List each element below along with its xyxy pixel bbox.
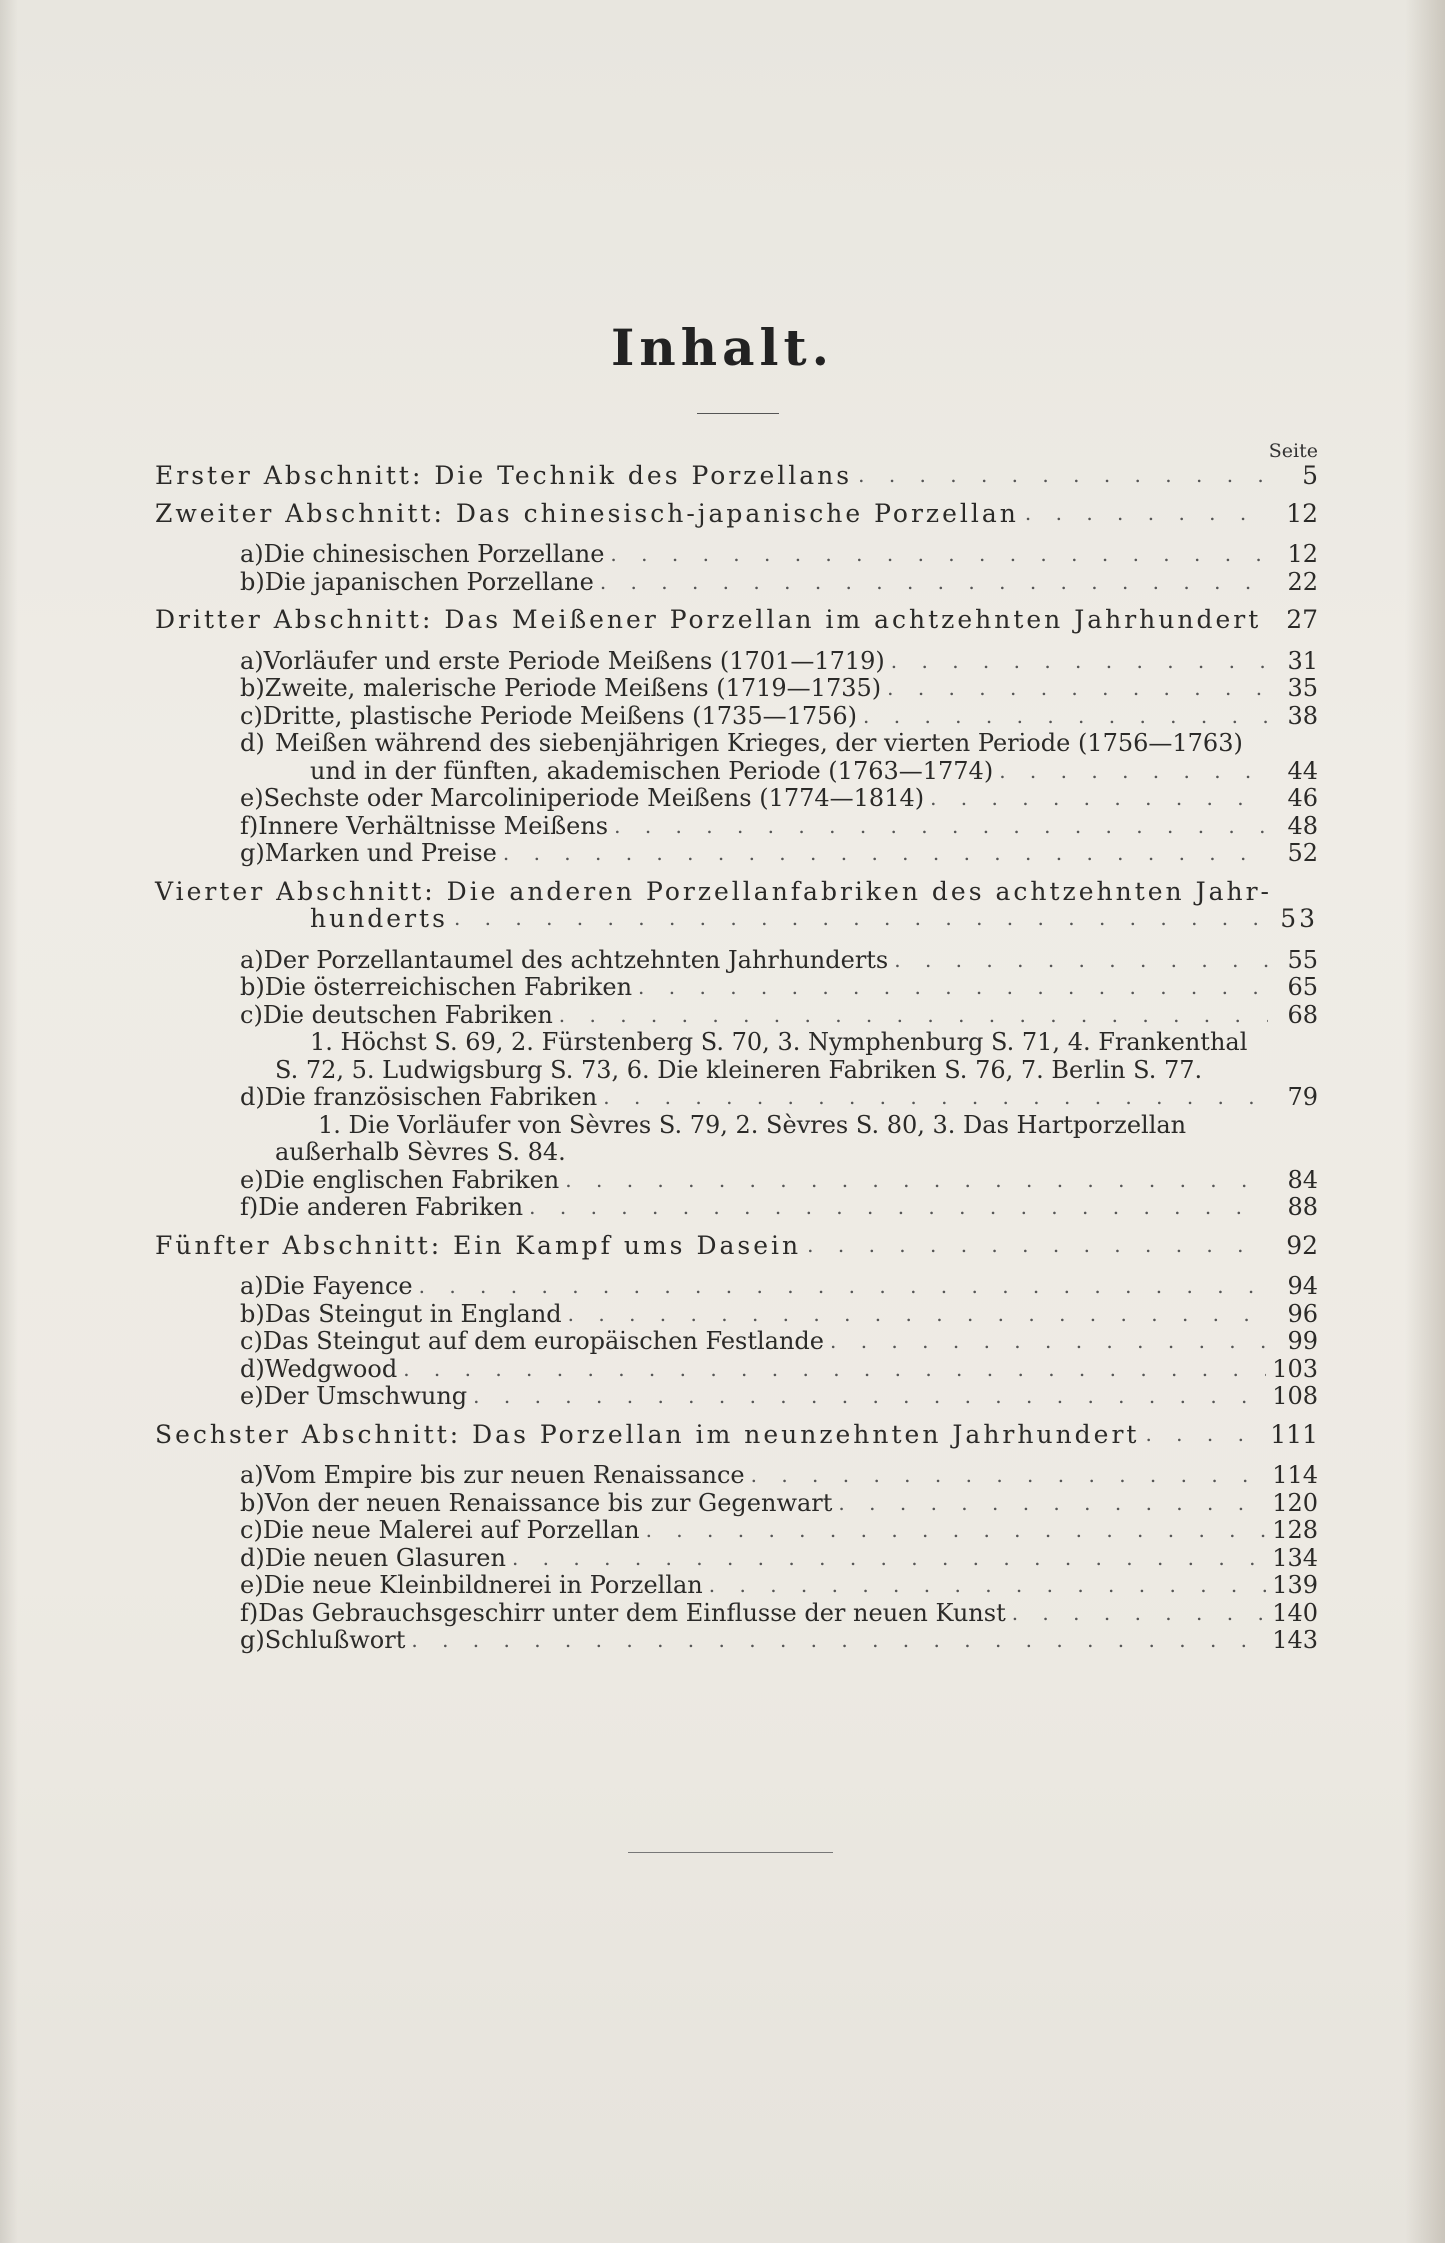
subsection-label: Der Umschwung [263,1382,468,1410]
dot-leader [894,947,1268,975]
subsection-label: Zweite, malerische Periode Meißens (1719—1735) [264,674,882,702]
subsection-label: Die österreichischen Fabriken [264,973,633,1001]
subsection-detail-line: S. 72, 5. Ludwigsburg S. 73, 6. Die kleineren Fabriken S. 76, 7. Berlin S. 77. [275,1055,1203,1084]
subsection-label: Dritte, plastische Periode Meißens (1735—1756) [262,701,858,730]
subsection-entry[interactable] [155,840,1318,868]
subsection-page-number: 94 [1287,1272,1318,1300]
dot-leader [454,905,1268,933]
subsection-page-number: 140 [1272,1598,1318,1627]
subsection-page-number: 31 [1287,646,1318,675]
subsection-letter: e) [240,1165,264,1194]
subsection-list [155,1273,1318,1411]
subsection-entry[interactable] [155,974,1318,1002]
subsection-label: Die anderen Fabriken [258,1193,524,1221]
subsection-label: Die japanischen Porzellane [264,567,594,596]
subsection-letter: f) [240,1598,259,1627]
dot-leader [930,785,1268,813]
subsection-page-number: 128 [1272,1516,1318,1544]
subsection-entry[interactable] [155,1545,1318,1573]
subsection-entry[interactable] [155,1328,1318,1356]
subsection-page-number: 88 [1287,1193,1318,1221]
subsection-page-number: 99 [1287,1327,1318,1355]
dot-leader [503,840,1268,868]
subsection-label: Das Gebrauchsgeschirr unter dem Einflusse der neuen Kunst [258,1598,1006,1627]
subsection-entry[interactable] [155,947,1318,975]
subsection-page-number: 108 [1272,1382,1318,1410]
dot-leader [1012,1600,1266,1628]
subsection-label: Schlußwort [264,1626,406,1654]
subsection-letter: b) [240,674,265,702]
dot-leader [807,1232,1268,1260]
subsection-label: Die englischen Fabriken [263,1165,560,1194]
subsection-letter: c) [240,1000,263,1029]
subsection-letter: g) [240,839,265,867]
subsection-label: Das Steingut auf dem europäischen Festlande [262,1327,824,1355]
subsection-label: Meißen während des siebenjährigen Krieges, der vierten Periode (1756—1763) [275,729,1243,757]
dot-leader [603,1084,1268,1112]
dot-leader [559,1002,1268,1030]
dot-leader [830,1328,1268,1356]
subsection-label: Die chinesischen Porzellane [263,540,605,568]
section-heading-continuation[interactable] [155,905,1318,933]
subsection-label: Von der neuen Renaissance bis zur Gegenwart [264,1488,833,1517]
subsection-label: Die neue Kleinbildnerei in Porzellan [263,1571,703,1599]
subsection-list [155,648,1318,868]
subsection-entry[interactable] [155,1600,1318,1628]
subsection-letter: c) [240,1327,263,1355]
subsection-label: Das Steingut in England [264,1299,562,1328]
subsection-entry[interactable] [155,541,1318,569]
dot-leader [1267,606,1268,634]
subsection-entry[interactable] [155,785,1318,813]
subsection-detail-line: 1. Die Vorläufer von Sèvres S. 79, 2. Sèvres S. 80, 3. Das Hartporzellan [318,1110,1187,1139]
section-heading[interactable] [155,1421,1318,1449]
subsection-label-continuation: und in der fünften, akademischen Periode (1763—1774) [310,756,994,785]
subsection-entry[interactable] [155,703,1318,731]
dot-leader [614,813,1268,841]
dot-leader [568,1301,1268,1329]
subsection-letter: c) [240,1516,263,1544]
section-page-number: 111 [1270,1419,1318,1449]
subsection-letter: d) [240,1543,265,1572]
subsection-label: Die neue Malerei auf Porzellan [262,1516,640,1544]
dot-leader [565,1167,1268,1195]
section-heading[interactable] [155,462,1318,490]
subsection-letter: a) [240,1272,264,1300]
dot-leader [891,648,1268,676]
dot-leader [887,675,1268,703]
subsection-entry[interactable] [155,569,1318,597]
subsection-entry[interactable] [155,1490,1318,1518]
subsection-page-number: 46 [1287,784,1318,812]
subsection-letter: e) [240,784,264,812]
table-of-contents [155,462,1318,1655]
subsection-entry[interactable] [155,675,1318,703]
subsection-entry[interactable] [155,1301,1318,1329]
subsection-page-number: 38 [1287,701,1318,730]
title-rule [697,413,779,414]
section-label: Erster Abschnitt: Die Technik des Porzellans [155,461,853,490]
subsection-entry[interactable] [155,1084,1318,1112]
subsection-letter: b) [240,973,265,1001]
subsection-entry[interactable] [155,1517,1318,1545]
dot-leader [709,1572,1266,1600]
subsection-page-number: 143 [1272,1626,1318,1654]
subsection-detail-line: außerhalb Sèvres S. 84. [275,1138,566,1166]
dot-leader [646,1517,1267,1545]
dot-leader [403,1356,1266,1384]
subsection-page-number: 84 [1287,1165,1318,1194]
subsection-page-number: 35 [1287,674,1318,702]
section-heading[interactable] [155,878,1318,906]
section-label: Fünfter Abschnitt: Ein Kampf ums Dasein [155,1230,802,1260]
subsection-label: Vom Empire bis zur neuen Renaissance [263,1461,745,1489]
subsection-page-number: 114 [1272,1461,1318,1489]
subsection-label: Die französischen Fabriken [264,1083,598,1111]
dot-leader [838,1490,1266,1518]
subsection-letter: a) [240,540,264,568]
section-page-number: 53 [1280,904,1318,933]
subsection-label: Sechste oder Marcoliniperiode Meißens (1774—1814) [263,784,925,812]
dot-leader [751,1462,1267,1490]
subsection-letter: f) [240,1193,259,1221]
subsection-letter: b) [240,1488,265,1517]
section-label: Vierter Abschnitt: Die anderen Porzellanfabriken des achtzehnten Jahr- [155,876,1273,906]
subsection-label: Der Porzellantaumel des achtzehnten Jahrhunderts [263,945,889,974]
subsection-entry[interactable] [155,1273,1318,1301]
subsection-entry[interactable] [155,1356,1318,1384]
dot-leader [858,462,1268,490]
dot-leader [529,1194,1268,1222]
section-page-number: 92 [1286,1230,1318,1260]
subsection-page-number: 79 [1287,1083,1318,1111]
section-label: Sechster Abschnitt: Das Porzellan im neunzehnten Jahrhundert [155,1419,1140,1449]
subsection-label: Wedgwood [264,1354,398,1383]
section-page-number: 27 [1286,605,1318,634]
subsection-label: Die neuen Glasuren [264,1543,506,1572]
subsection-entry[interactable] [155,648,1318,676]
subsection-letter: d) [240,1083,265,1111]
dot-leader [999,758,1268,786]
subsection-list [155,947,1318,1222]
subsection-label: Die deutschen Fabriken [262,1000,553,1029]
subsection-page-number: 12 [1287,540,1318,568]
subsection-page-number: 120 [1272,1488,1318,1517]
subsection-page-number: 139 [1272,1571,1318,1599]
dot-leader [638,974,1268,1002]
dot-leader [512,1545,1266,1573]
page-column-header: Seite [1268,440,1318,462]
subsection-label: Marken und Preise [264,839,497,867]
subsection-letter: b) [240,567,265,596]
subsection-page-number: 65 [1287,973,1318,1001]
dot-leader [1025,500,1268,528]
section-heading[interactable] [155,606,1318,634]
subsection-entry[interactable] [155,1194,1318,1222]
subsection-letter: a) [240,945,264,974]
subsection-entry[interactable] [155,1002,1318,1030]
subsection-page-number: 103 [1272,1354,1318,1383]
subsection-page-number: 96 [1287,1299,1318,1328]
subsection-page-number: 134 [1272,1543,1318,1572]
subsection-page-number: 22 [1287,567,1318,596]
subsection-page-number: 52 [1287,839,1318,867]
subsection-letter: e) [240,1571,264,1599]
dot-leader [610,541,1268,569]
subsection-entry[interactable] [155,1383,1318,1411]
subsection-label: Vorläufer und erste Periode Meißens (1701—1719) [263,646,885,675]
section-label: Dritter Abschnitt: Das Meißener Porzellan im achtzehnten Jahrhundert [155,605,1262,634]
dot-leader [1145,1421,1264,1449]
subsection-letter: d) [240,1354,265,1383]
subsection-entry[interactable] [155,1462,1318,1490]
section-label: Zweiter Abschnitt: Das chinesisch-japanische Porzellan [155,498,1019,528]
subsection-entry[interactable] [155,1627,1318,1655]
section-page-number: 12 [1286,498,1318,528]
subsection-list [155,1462,1318,1655]
subsection-page-number: 44 [1287,756,1318,785]
section-label-continuation: hunderts [310,904,448,933]
subsection-page-number: 48 [1287,811,1318,840]
subsection-letter: b) [240,1299,265,1328]
dot-leader [863,703,1268,731]
subsection-letter: a) [240,646,264,675]
subsection-list [155,541,1318,596]
bottom-rule [628,1852,833,1853]
section-page-number: 5 [1302,461,1318,490]
dot-leader [411,1627,1266,1655]
dot-leader [419,1273,1268,1301]
subsection-label-continuation-row [155,758,1318,786]
dot-leader [600,569,1268,597]
subsection-entry[interactable] [155,1167,1318,1195]
section-heading[interactable] [155,500,1318,528]
subsection-entry[interactable] [155,813,1318,841]
section-heading[interactable] [155,1232,1318,1260]
subsection-label: Die Fayence [263,1272,413,1300]
subsection-letter: a) [240,1461,264,1489]
page-title: Inhalt. [611,318,834,377]
subsection-page-number: 68 [1287,1000,1318,1029]
subsection-letter: c) [240,701,263,730]
subsection-letter: g) [240,1626,265,1654]
subsection-letter: f) [240,811,259,840]
subsection-entry[interactable] [155,1572,1318,1600]
dot-leader [473,1383,1266,1411]
subsection-entry[interactable] [155,730,1318,758]
subsection-label: Innere Verhältnisse Meißens [258,811,609,840]
subsection-letter: e) [240,1382,264,1410]
subsection-detail-line: 1. Höchst S. 69, 2. Fürstenberg S. 70, 3. Nymphenburg S. 71, 4. Frankenthal [310,1028,1248,1056]
subsection-letter: d) [240,729,265,757]
subsection-page-number: 55 [1287,945,1318,974]
